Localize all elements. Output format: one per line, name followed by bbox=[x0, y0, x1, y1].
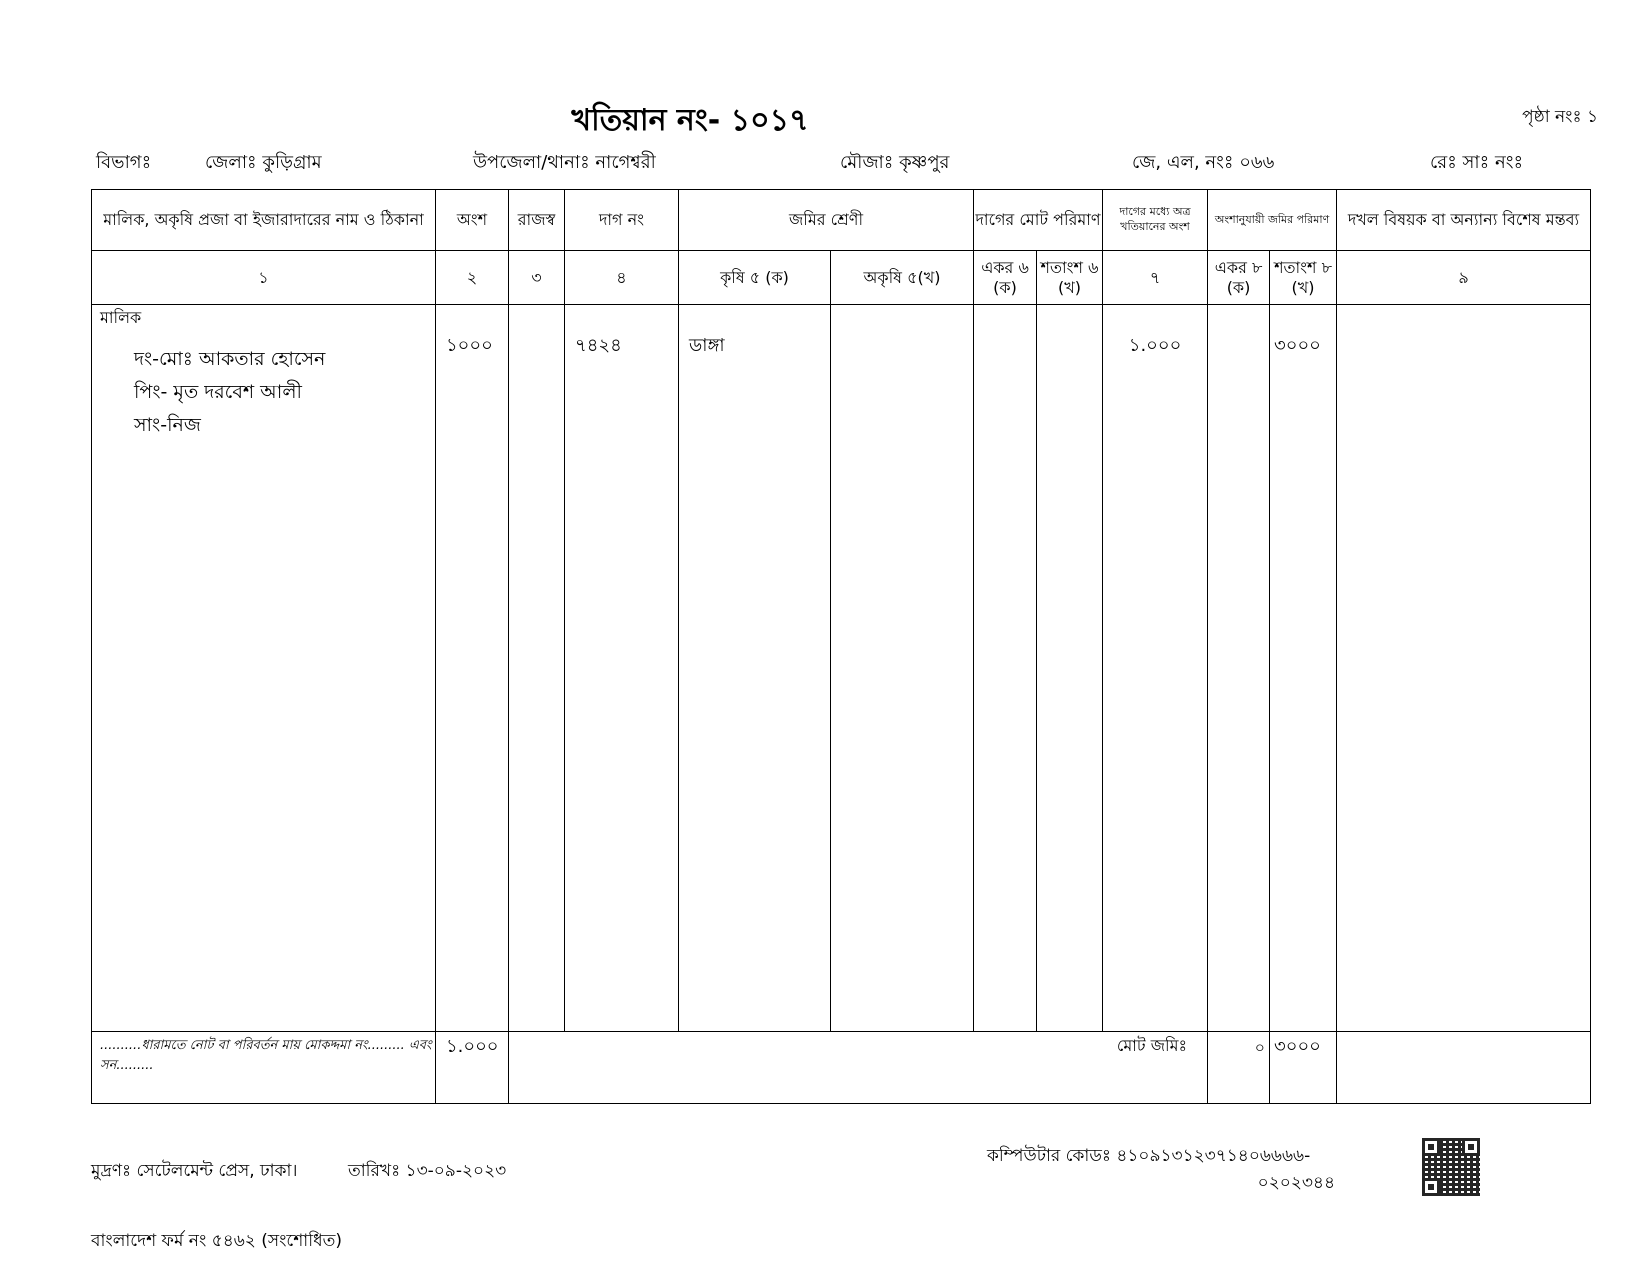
total-acre-value: ০ bbox=[1254, 1038, 1266, 1057]
share-value: ১০০০ bbox=[446, 335, 493, 356]
column-number-1: ১ bbox=[92, 251, 436, 305]
share-acre-cell bbox=[1208, 305, 1270, 1032]
dag-number-column-header: দাগ নং bbox=[565, 190, 679, 251]
revenue-cell bbox=[509, 305, 565, 1032]
jl-number-label: জে, এল, নংঃ ০৬৬ bbox=[1132, 152, 1275, 173]
owner-name: দং-মোঃ আকতার হোসেন bbox=[134, 348, 326, 371]
dag-acre-cell bbox=[974, 305, 1037, 1032]
column-number-6b: শতাংশ ৬ (খ) bbox=[1037, 251, 1103, 305]
mutation-note: ..........ধারামতে নোট বা পরিবর্তন মায় মোকদ্দমা নং......... এবং সন......... bbox=[100, 1038, 432, 1073]
print-info: মুদ্রণঃ সেটেলমেন্ট প্রেস, ঢাকা। bbox=[91, 1161, 298, 1181]
share-land-column-header: অংশানুযায়ী জমির পরিমাণ bbox=[1208, 190, 1337, 251]
share-shatangsha-cell bbox=[1270, 305, 1337, 1032]
owner-father-name: পিং- মৃত দরবেশ আলী bbox=[134, 381, 302, 404]
shatangsha-value: ৩০০০ bbox=[1274, 335, 1321, 356]
column-number-2: ২ bbox=[436, 251, 509, 305]
column-number-8a: একর ৮ (ক) bbox=[1208, 251, 1270, 305]
page-number: পৃষ্ঠা নংঃ ১ bbox=[1522, 107, 1598, 127]
column-number-7: ৭ bbox=[1103, 251, 1208, 305]
agricultural-cell bbox=[679, 305, 831, 1032]
district-label: জেলাঃ কুড়িগ্রাম bbox=[205, 152, 322, 173]
form-number: বাংলাদেশ ফর্ম নং ৫৪৬২ (সংশোধিত) bbox=[91, 1231, 343, 1251]
share-total-value: ১.০০০ bbox=[446, 1036, 499, 1057]
qr-code-icon bbox=[1422, 1138, 1480, 1196]
khatian-table bbox=[91, 189, 1591, 1104]
dag-number-value: ৭৪২৪ bbox=[575, 335, 622, 356]
division-label: বিভাগঃ bbox=[96, 152, 152, 173]
column-number-6a: একর ৬ (ক) bbox=[974, 251, 1037, 305]
column-header-row bbox=[92, 190, 1591, 251]
column-number-5a: কৃষি ৫ (ক) bbox=[679, 251, 831, 305]
owner-label: মালিক bbox=[100, 308, 142, 327]
column-number-row bbox=[92, 251, 1591, 305]
dag-total-column-header: দাগের মোট পরিমাণ bbox=[974, 190, 1103, 251]
computer-code: কম্পিউটার কোডঃ ৪১০৯১৩১২৩৭১৪০৬৬৬৬- bbox=[987, 1146, 1311, 1166]
entry-row bbox=[92, 305, 1591, 1032]
khatian-share-cell bbox=[1103, 305, 1208, 1032]
footer-row bbox=[92, 1032, 1591, 1104]
owner-cell bbox=[92, 305, 436, 1032]
total-land-label: মোট জমিঃ bbox=[1116, 1036, 1188, 1055]
khatian-share-column-header: দাগের মধ্যে অত্র খতিয়ানের অংশ bbox=[1103, 190, 1208, 251]
remarks-column-header: দখল বিষয়ক বা অন্যান্য বিশেষ মন্তব্য bbox=[1337, 190, 1591, 251]
registration-number-label: রেঃ সাঃ নংঃ bbox=[1430, 152, 1524, 173]
column-number-8b: শতাংশ ৮ (খ) bbox=[1270, 251, 1337, 305]
total-acre-cell bbox=[1208, 1032, 1270, 1104]
khatian-title: খতিয়ান নং- ১০১৭ bbox=[571, 103, 809, 138]
land-type-value: ডাঙ্গা bbox=[689, 335, 725, 356]
footer-remarks-cell bbox=[1337, 1032, 1591, 1104]
print-date: তারিখঃ ১৩-০৯-২০২৩ bbox=[348, 1161, 507, 1181]
total-label-cell bbox=[509, 1032, 1208, 1104]
mouza-label: মৌজাঃ কৃষ্ণপুর bbox=[840, 152, 950, 173]
total-shatangsha-cell bbox=[1270, 1032, 1337, 1104]
share-column-header: অংশ bbox=[436, 190, 509, 251]
upazila-label: উপজেলা/থানাঃ নাগেশ্বরী bbox=[473, 152, 656, 173]
computer-code-suffix: ০২০২৩৪৪ bbox=[1257, 1173, 1335, 1193]
share-cell bbox=[436, 305, 509, 1032]
revenue-column-header: রাজস্ব bbox=[509, 190, 565, 251]
note-cell bbox=[92, 1032, 436, 1104]
owner-address: সাং-নিজ bbox=[134, 414, 201, 437]
column-number-3: ৩ bbox=[509, 251, 565, 305]
column-number-4: ৪ bbox=[565, 251, 679, 305]
dag-shatangsha-cell bbox=[1037, 305, 1103, 1032]
non-agricultural-cell bbox=[831, 305, 974, 1032]
khatian-share-value: ১.০০০ bbox=[1128, 335, 1182, 356]
dag-number-cell bbox=[565, 305, 679, 1032]
total-shatangsha-value: ৩০০০ bbox=[1274, 1036, 1321, 1057]
column-number-5b: অকৃষি ৫(খ) bbox=[831, 251, 974, 305]
owner-column-header: মালিক, অকৃষি প্রজা বা ইজারাদারের নাম ও ঠিকানা bbox=[92, 190, 436, 251]
share-total-cell bbox=[436, 1032, 509, 1104]
column-number-9: ৯ bbox=[1337, 251, 1591, 305]
land-class-column-header: জমির শ্রেণী bbox=[679, 190, 974, 251]
remarks-cell bbox=[1337, 305, 1591, 1032]
